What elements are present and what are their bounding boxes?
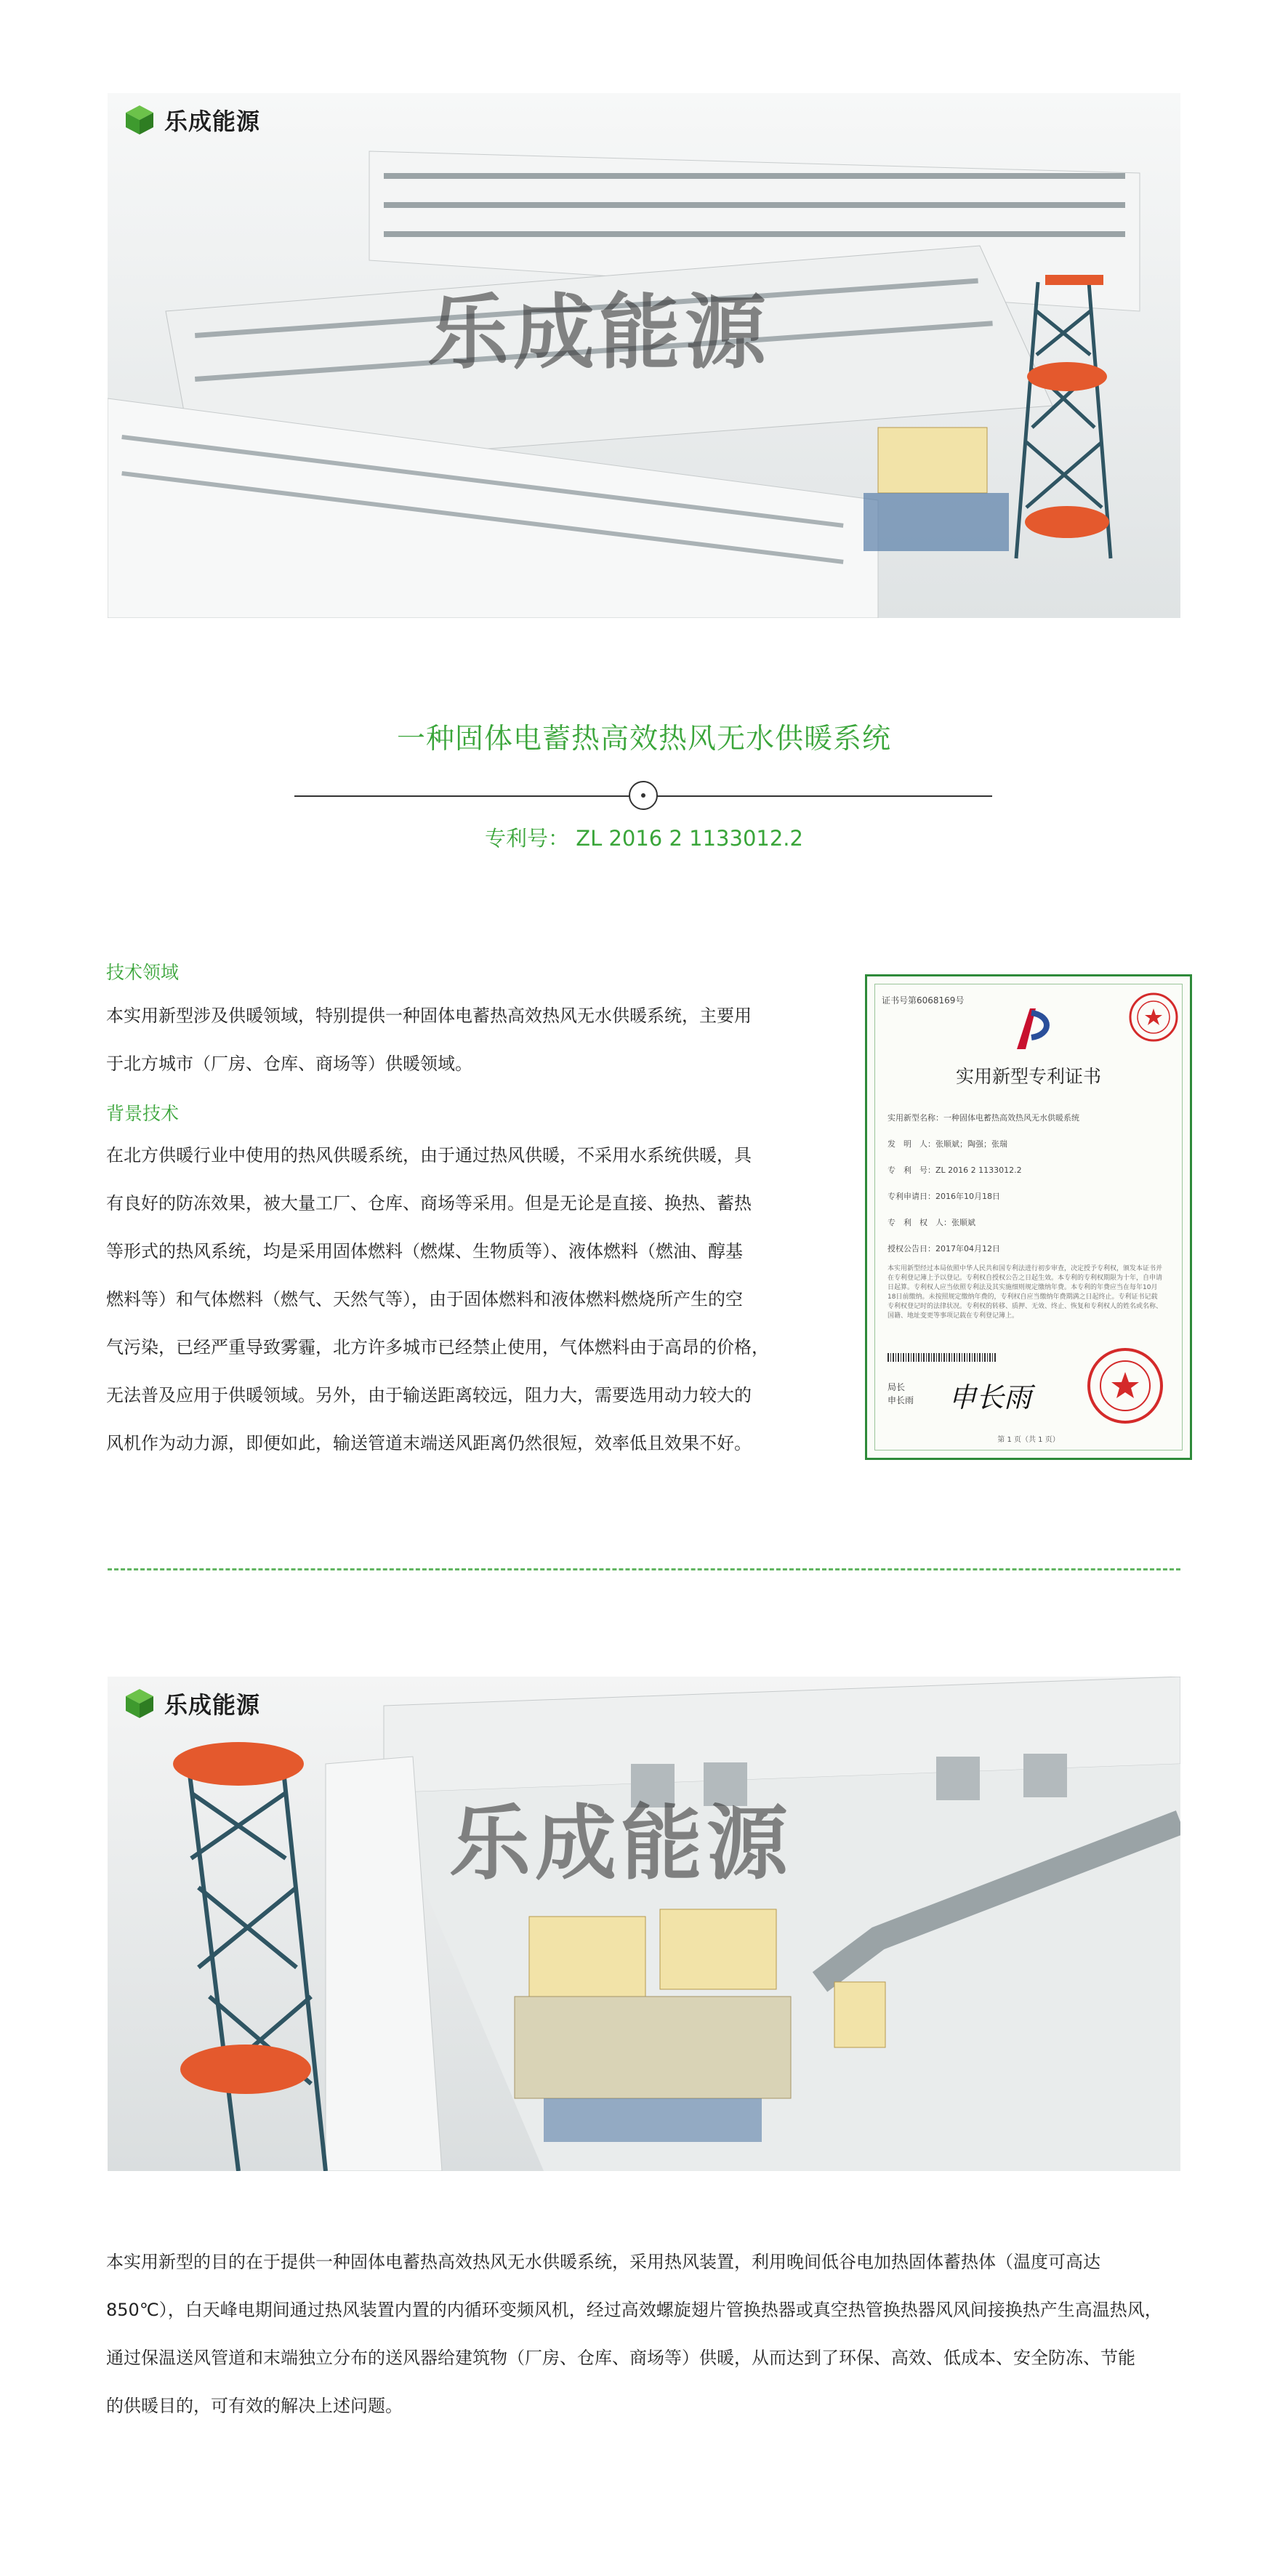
watermark-text: 乐成能源 bbox=[427, 285, 770, 380]
text-line: 有良好的防冻效果，被大量工厂、仓库、商场等采用。但是无论是直接、换热、蓄热 bbox=[106, 1193, 752, 1213]
text-line: 于北方城市（厂房、仓库、商场等）供暖领域。 bbox=[106, 1054, 472, 1074]
cube-logo-icon bbox=[124, 104, 156, 136]
brand-name: 乐成能源 bbox=[164, 108, 261, 135]
text-line: 本实用新型的目的在于提供一种固体电蓄热高效热风无水供暖系统，采用热风装置，利用晚间低谷电加热固体蓄热体（温度可高达 bbox=[106, 2252, 1100, 2272]
purpose-text bbox=[106, 2238, 1182, 2430]
brand-logo bbox=[124, 103, 260, 137]
certificate-page-number: 第 1 页（共 1 页） bbox=[997, 1436, 1060, 1444]
text-line: 无法普及应用于供暖领域。另外，由于输送距离较远，阻力大，需要选用动力较大的 bbox=[106, 1385, 752, 1405]
text-line: 本实用新型涉及供暖领域，特别提供一种固体电蓄热高效热风无水供暖系统，主要用 bbox=[106, 1006, 752, 1026]
text-line: 气污染，已经严重导致雾霾，北方许多城市已经禁止使用，气体燃料由于高昂的价格， bbox=[106, 1337, 769, 1357]
text-line: 燃料等）和气体燃料（燃气、天然气等），由于固体燃料和液体燃料燃烧所产生的空 bbox=[106, 1289, 743, 1309]
signature: 申长雨 bbox=[949, 1381, 1032, 1413]
text-line: 风机作为动力源，即便如此，输送管道末端送风距离仍然很短，效率低且效果不好。 bbox=[106, 1433, 752, 1453]
text-line: 等形式的热风系统，均是采用固体燃料（燃煤、生物质等）、液体燃料（燃油、醇基 bbox=[106, 1241, 743, 1261]
boiler-room-render-illustration bbox=[108, 1677, 1180, 2171]
certificate-field: 实用新型名称：一种固体电蓄热高效热风无水供暖系统 bbox=[887, 1113, 1079, 1123]
certificate-title: 实用新型专利证书 bbox=[955, 1066, 1101, 1087]
hero-render-2 bbox=[108, 1677, 1180, 2171]
certificate-number: 证书号第6068169号 bbox=[882, 995, 965, 1006]
certificate-field: 专 利 权 人：张顺斌 bbox=[887, 1218, 975, 1227]
cube-logo-icon bbox=[124, 1688, 156, 1720]
patent-office-emblem-icon bbox=[1010, 1006, 1053, 1052]
background-heading: 背景技术 bbox=[106, 1103, 180, 1124]
background-text bbox=[106, 1131, 797, 1467]
certificate-field: 专利申请日：2016年10月18日 bbox=[887, 1192, 1000, 1201]
chief-label: 局长 申长雨 bbox=[887, 1382, 914, 1405]
tech-field-text bbox=[106, 992, 797, 1088]
patent-certificate bbox=[865, 974, 1192, 1460]
text-line: 的供暖目的，可有效的解决上述问题。 bbox=[106, 2396, 403, 2416]
patent-number: 专利号： ZL 2016 2 1133012.2 bbox=[485, 826, 803, 851]
brand-logo bbox=[124, 1687, 260, 1720]
text-line: 850℃），白天峰电期间通过热风装置内置的内循环变频风机，经过高效螺旋翅片管换热器或真空热管换热器风风间接换热产生高温热风， bbox=[106, 2300, 1162, 2320]
certificate-field: 专 利 号：ZL 2016 2 1133012.2 bbox=[887, 1165, 1022, 1175]
certificate-field: 发 明 人：张顺斌；陶强；张瑞 bbox=[887, 1139, 1007, 1149]
national-seal-icon bbox=[1085, 1346, 1165, 1426]
watermark-text: 乐成能源 bbox=[449, 1796, 792, 1891]
certificate-body-text: 本实用新型经过本局依照中华人民共和国专利法进行初步审查，决定授予专利权，颁发本证书并在专利登记簿上予以登记。专利权自授权公告之日起生效。本专利的专利权期限为十年，自申请日起算。专利权人应当依照专利法及其实施细则规定缴纳年费。本专利的年费应当在每年10月18日前缴纳。未按照规定缴纳年费的，专利权自应当缴纳年费期满之日起终止。专利证书记载专利权登记时的法律状况。专利权的转移、质押、无效、终止、恢复和专利权人的姓名或名称、国籍、地址变更等事项记载在专利登记簿上。 bbox=[887, 1265, 1163, 1320]
divider-dot-icon bbox=[629, 781, 658, 810]
page-title: 一种固体电蓄热高效热风无水供暖系统 bbox=[396, 723, 891, 755]
tech-field-heading: 技术领域 bbox=[106, 962, 180, 983]
hero-render-1 bbox=[108, 93, 1180, 618]
brand-name: 乐成能源 bbox=[164, 1691, 261, 1719]
barcode bbox=[887, 1353, 997, 1362]
text-line: 在北方供暖行业中使用的热风供暖系统，由于通过热风供暖，不采用水系统供暖，具 bbox=[106, 1145, 752, 1165]
certificate-field: 授权公告日：2017年04月12日 bbox=[887, 1244, 1000, 1253]
text-line: 通过保温送风管道和末端独立分布的送风器给建筑物（厂房、仓库、商场等）供暖，从而达到了环保、高效、低成本、安全防冻、节能 bbox=[106, 2348, 1135, 2368]
red-seal-icon bbox=[1127, 991, 1180, 1043]
section-divider bbox=[108, 1568, 1180, 1570]
